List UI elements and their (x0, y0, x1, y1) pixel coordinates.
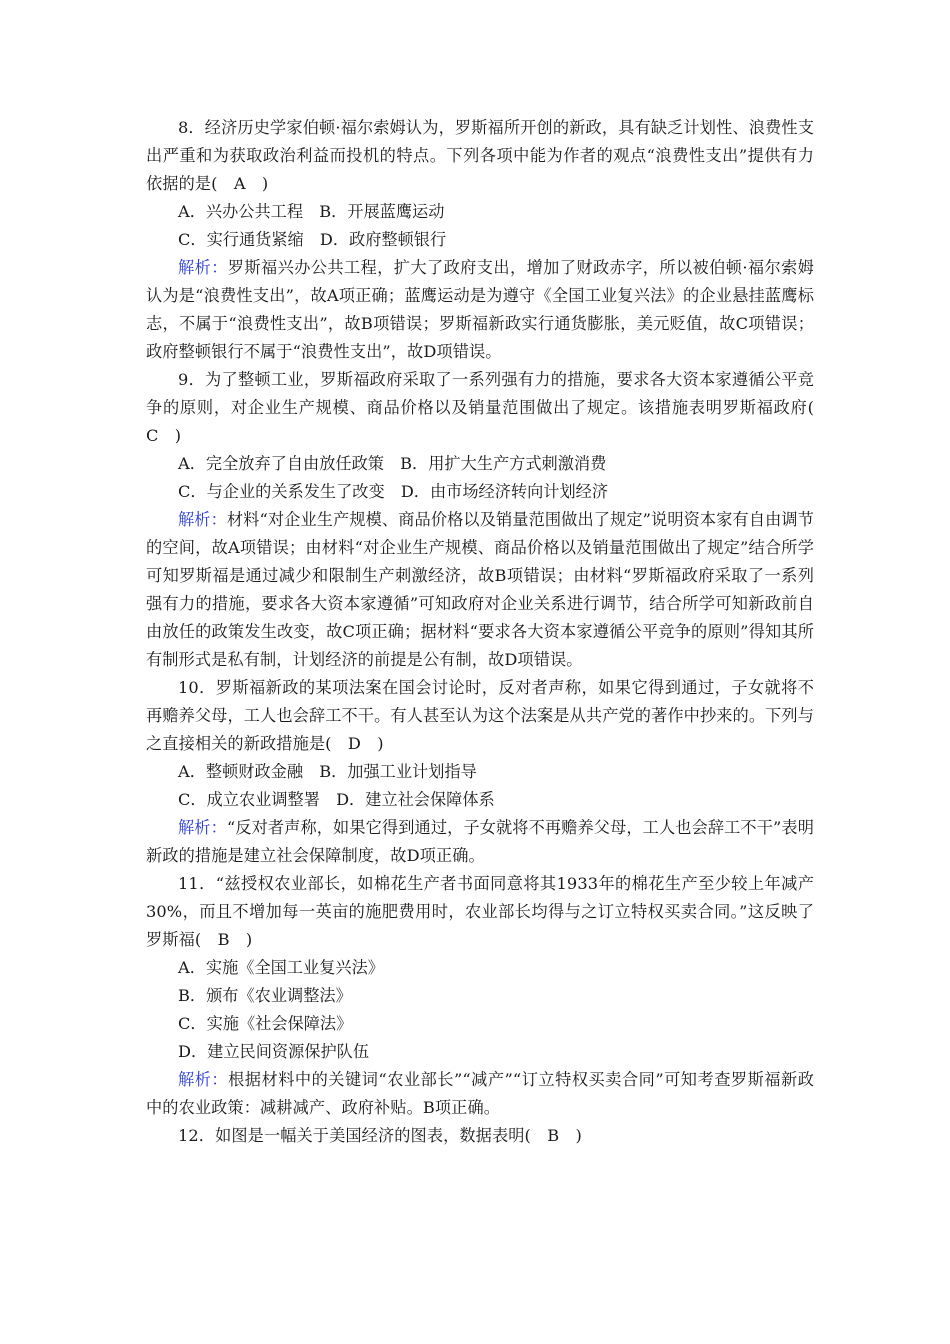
analysis-text: 材料“对企业生产规模、商品价格以及销量范围做出了规定”说明资本家有自由调节的空间，故A项错误；由材料“对企业生产规模、商品价格以及销量范围做出了规定”结合所学可知罗斯福是通过减少和限制生产刺激经济，故B项错误；由材料“罗斯福政府采取了一系列强有力的措施，要求各大资本家遵循”可知政府对企业关系进行调节，结合所学可知新政前自由放任的政策发生改变，故C项正确；据材料“要求各大资本家遵循公平竞争的原则”得知其所有制形式是私有制，计划经济的前提是公有制，故D项错误。 (146, 510, 814, 669)
option-line: C．实施《社会保障法》 (178, 1014, 353, 1033)
document-page (146, 114, 831, 1150)
option-line: A．实施《全国工业复兴法》 (178, 958, 384, 977)
option-line: B．颁布《农业调整法》 (178, 986, 352, 1005)
analysis-label: 解析： (178, 258, 228, 277)
question-stem: 11．“兹授权农业部长，如棉花生产者书面同意将其1933年的棉花生产至少较上年减产30%，而且不增加每一英亩的施肥费用时，农业部长均得与之订立特权买卖合同。”这反映了罗斯福( B ) (146, 874, 814, 949)
option-line: C．成立农业调整署 D．建立社会保障体系 (178, 790, 495, 809)
analysis-text: 根据材料中的关键词“农业部长”“减产”“订立特权买卖合同”可知考查罗斯福新政中的农业政策：减耕减产、政府补贴。B项正确。 (146, 1070, 814, 1117)
option-line: D．建立民间资源保护队伍 (178, 1042, 370, 1061)
question-9 (146, 366, 831, 674)
option-line: C．实行通货紧缩 D．政府整顿银行 (178, 230, 447, 249)
analysis-text: 罗斯福兴办公共工程，扩大了政府支出，增加了财政赤字，所以被伯顿·福尔索姆认为是“浪费性支出”，故A项正确；蓝鹰运动是为遵守《全国工业复兴法》的企业悬挂蓝鹰标志，不属于“浪费性支出”，故B项错误；罗斯福新政实行通货膨胀，美元贬值，故C项错误；政府整顿银行不属于“浪费性支出”，故D项错误。 (146, 258, 814, 361)
question-stem: 8．经济历史学家伯顿·福尔索姆认为，罗斯福所开创的新政，具有缺乏计划性、浪费性支出严重和为获取政治利益而投机的特点。下列各项中能为作者的观点“浪费性支出”提供有力依据的是( A ) (146, 118, 814, 193)
option-line: A．整顿财政金融 B．加强工业计划指导 (178, 762, 477, 781)
question-stem: 10．罗斯福新政的某项法案在国会讨论时，反对者声称，如果它得到通过，子女就将不再赡养父母，工人也会辞工不干。有人甚至认为这个法案是从共产党的著作中抄来的。下列与之直接相关的新政措施是( D ) (146, 678, 814, 753)
analysis-label: 解析： (178, 818, 227, 837)
question-8 (146, 114, 814, 366)
question-12 (146, 1122, 814, 1150)
question-stem: 9．为了整顿工业，罗斯福政府采取了一系列强有力的措施，要求各大资本家遵循公平竞争的原则，对企业生产规模、商品价格以及销量范围做出了规定。该措施表明罗斯福政府( C ) (146, 370, 831, 445)
analysis (146, 254, 814, 366)
analysis-text: “反对者声称，如果它得到通过，子女就将不再赡养父母，工人也会辞工不干”表明新政的措施是建立社会保障制度，故D项正确。 (146, 818, 814, 865)
analysis-label: 解析： (178, 510, 227, 529)
question-stem: 12．如图是一幅关于美国经济的图表，数据表明( B ) (178, 1126, 582, 1145)
analysis (146, 814, 814, 870)
question-11 (146, 870, 814, 1122)
analysis-label: 解析： (178, 1070, 229, 1089)
option-line: A．完全放弃了自由放任政策 B．用扩大生产方式刺激消费 (178, 454, 607, 473)
analysis (146, 1066, 814, 1122)
option-line: A．兴办公共工程 B．开展蓝鹰运动 (178, 202, 445, 221)
analysis (146, 506, 814, 674)
option-line: C．与企业的关系发生了改变 D．由市场经济转向计划经济 (178, 482, 609, 501)
question-10 (146, 674, 814, 870)
